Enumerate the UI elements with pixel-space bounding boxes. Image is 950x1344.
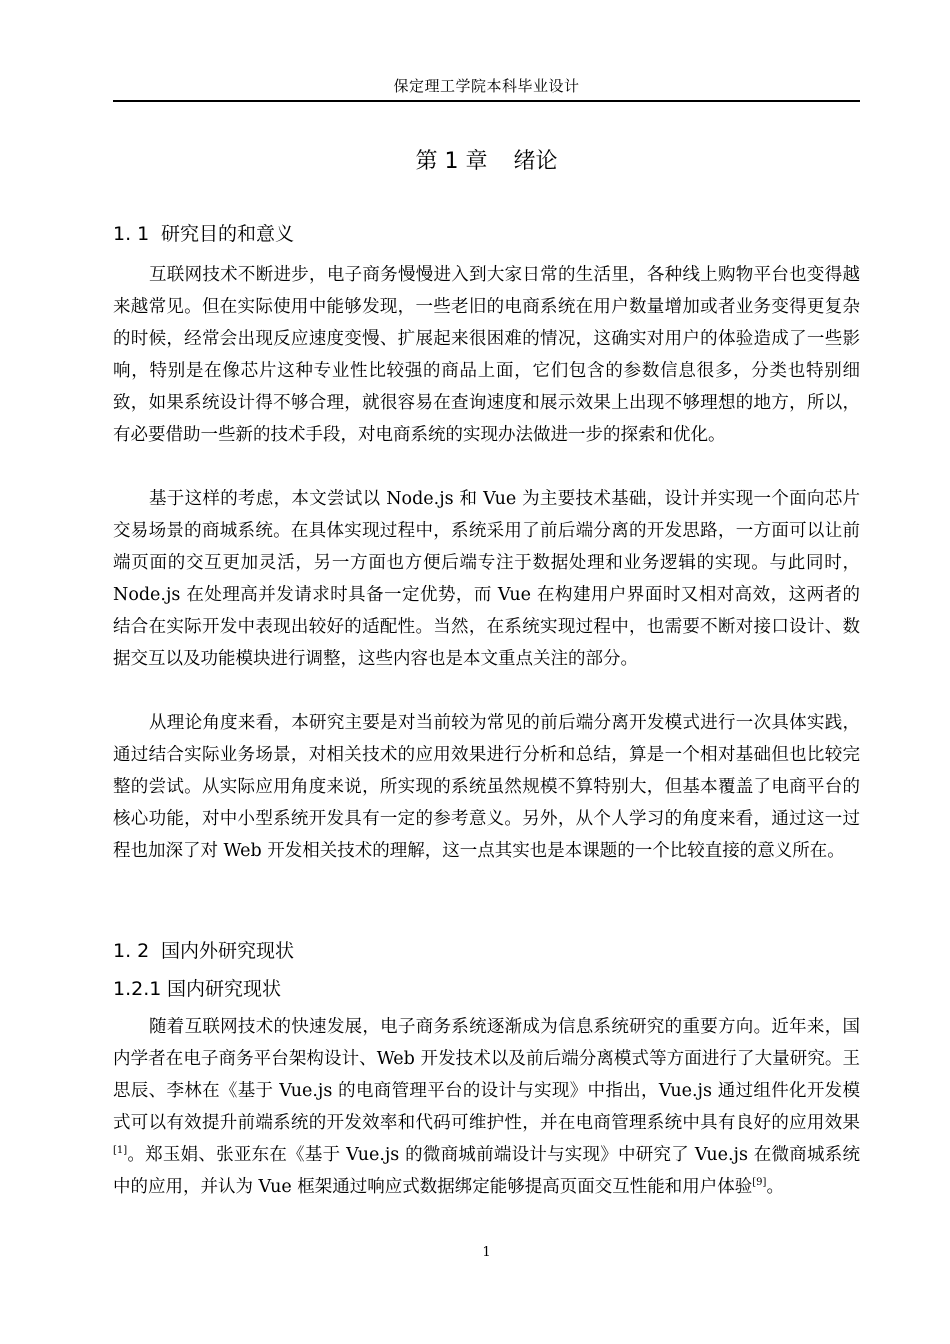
header-rule	[113, 100, 860, 102]
paragraph-4-text-1: 随着互联网技术的快速发展，电子商务系统逐渐成为信息系统研究的重要方向。近年来，国内学者在电子商务平台架构设计、Web 开发技术以及前后端分离模式等方面进行了大量研究。王思辰、李林在《基于 Vue.js 的电商管理平台的设计与实现》中指出，Vue.js 通过组件化开发模式可以有效提升前端系统的开发效率和代码可维护性，并在电商管理系统中具有良好的应用效果	[113, 1017, 860, 1133]
subsection-title: 国内研究现状	[167, 978, 282, 1000]
chapter-number: 第 1 章	[415, 149, 488, 174]
paragraph-1: 互联网技术不断进步，电子商务慢慢进入到大家日常的生活里，各种线上购物平台也变得越来越常见。但在实际使用中能够发现，一些老旧的电商系统在用户数量增加或者业务变得更复杂的时候，经常会出现反应速度变慢、扩展起来很困难的情况，这确实对用户的体验造成了一些影响，特别是在像芯片这种专业性比较强的商品上面，它们包含的参数信息很多，分类也特别细致，如果系统设计得不够合理，就很容易在查询速度和展示效果上出现不够理想的地方，所以，有必要借助一些新的技术手段，对电商系统的实现办法做进一步的探索和优化。	[113, 265, 860, 445]
subsection-number: 1.2.1	[113, 978, 162, 1000]
chapter-title	[113, 146, 860, 178]
citation-9[interactable]: [9]	[752, 1177, 767, 1189]
section-number: 1. 1	[113, 223, 150, 245]
paragraph-2: 基于这样的考虑，本文尝试以 Node.js 和 Vue 为主要技术基础，设计并实现一个面向芯片交易场景的商城系统。在具体实现过程中，系统采用了前后端分离的开发思路，一方面可以让前端页面的交互更加灵活，另一方面也方便后端专注于数据处理和业务逻辑的实现。与此同时，Node.js 在处理高并发请求时具备一定优势，而 Vue 在构建用户界面时又相对高效，这两者的结合在实际开发中表现出较好的适配性。当然，在系统实现过程中，也需要不断对接口设计、数据交互以及功能模块进行调整，这些内容也是本文重点关注的部分。	[113, 489, 860, 669]
page-number: 1	[482, 1245, 491, 1260]
running-header: 保定理工学院本科毕业设计	[393, 77, 580, 95]
paragraph-3: 从理论角度来看，本研究主要是对当前较为常见的前后端分离开发模式进行一次具体实践，通过结合实际业务场景，对相关技术的应用效果进行分析和总结，算是一个相对基础但也比较完整的尝试。从实际应用角度来说，所实现的系统虽然规模不算特别大，但基本覆盖了电商平台的核心功能，对中小型系统开发具有一定的参考意义。另外，从个人学习的角度来看，通过这一过程也加深了对 Web 开发相关技术的理解，这一点其实也是本课题的一个比较直接的意义所在。	[113, 713, 860, 861]
section-heading-1-2	[113, 937, 860, 965]
section-title: 国内外研究现状	[161, 940, 295, 962]
paragraph-4	[113, 1011, 860, 1203]
citation-1[interactable]: [1]	[113, 1145, 128, 1157]
section-number: 1. 2	[113, 940, 150, 962]
section-title: 研究目的和意义	[161, 223, 295, 245]
chapter-name: 绪论	[513, 149, 558, 174]
section-heading-1-1	[113, 220, 860, 248]
subsection-heading-1-2-1	[113, 975, 860, 1003]
paragraph-4-text-2: 。郑玉娟、张亚东在《基于 Vue.js 的微商城前端设计与实现》中研究了 Vue.js 在微商城系统中的应用，并认为 Vue 框架通过响应式数据绑定能够提高页面交互性能和用户体验	[113, 1145, 860, 1197]
paragraph-4-text-3: 。	[766, 1177, 784, 1197]
